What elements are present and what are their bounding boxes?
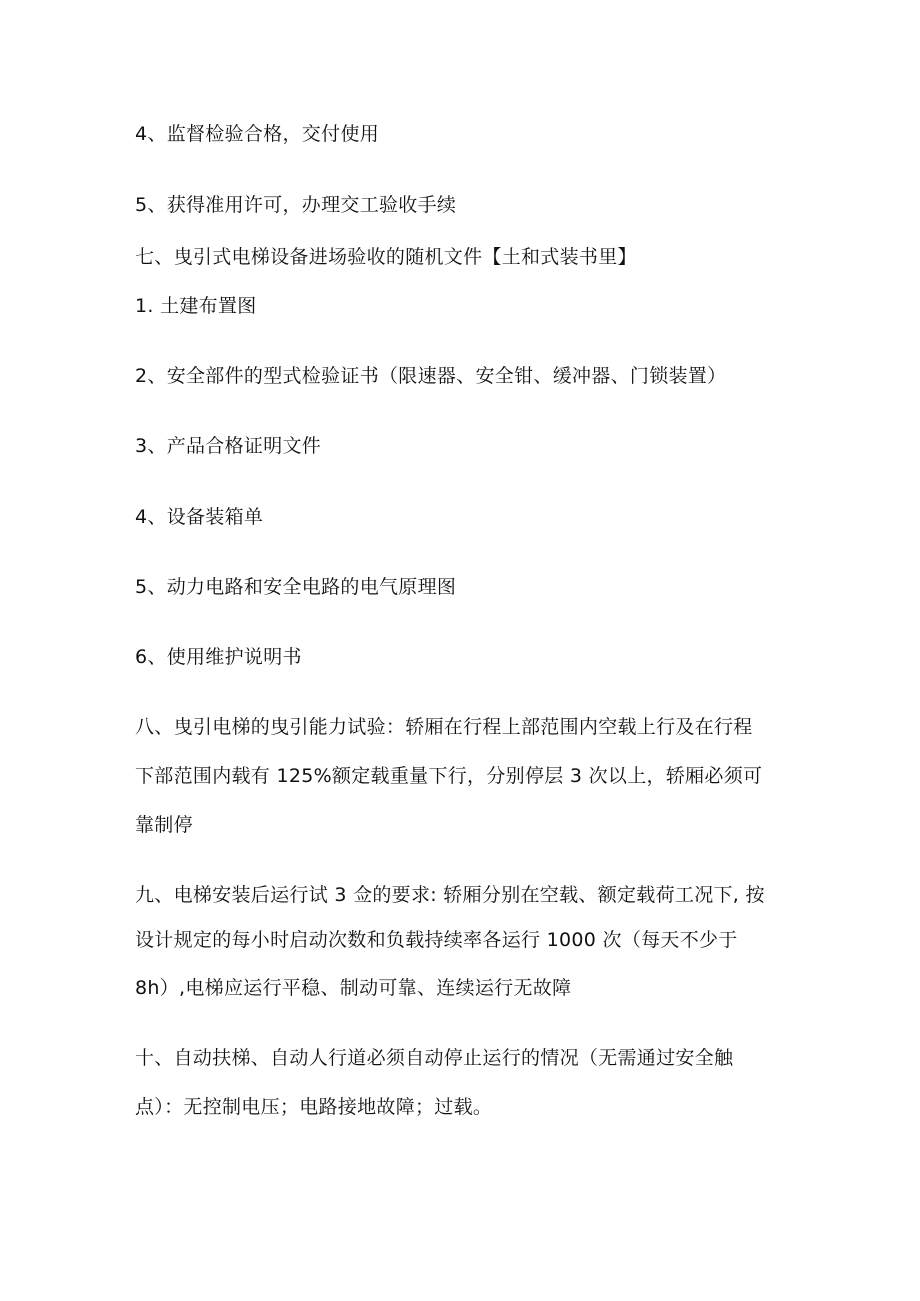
text-line: 4、设备装箱单 (135, 506, 264, 528)
text-line: 点）：无控制电压；电路接地故障；过载。 (135, 1096, 493, 1118)
text-line: 4、监督检验合格，交付使用 (135, 123, 379, 145)
section-heading: 十、自动扶梯、自动人行道必须自动停止运行的情况（无需通过安全触 (135, 1047, 734, 1069)
text-line: 下部范围内载有 125%额定载重量下行，分别停层 3 次以上，轿厢必须可 (135, 765, 763, 787)
text-line: 6、使用维护说明书 (135, 646, 302, 668)
text-line: 靠制停 (135, 814, 193, 836)
text-line: 3、产品合格证明文件 (135, 435, 322, 457)
text-line: 5、获得准用许可，办理交工验收手续 (135, 194, 457, 216)
text-line: 设计规定的每小时启动次数和负载持续率各运行 1000 次（每天不少于 (135, 929, 738, 951)
text-line: 2、安全部件的型式检验证书（限速器、安全钳、缓冲器、门锁装置） (135, 365, 727, 387)
text-line: 5、动力电路和安全电路的电气原理图 (135, 576, 457, 598)
section-heading: 九、电梯安装后运行试 3 佥的要求: 轿厢分别在空载、额定载荷工况下, 按 (135, 884, 765, 906)
section-heading: 八、曳引电梯的曳引能力试验：轿厢在行程上部范围内空载上行及在行程 (135, 716, 753, 738)
text-line: 8h）,电梯应运行平稳、制动可靠、连续运行无故障 (135, 977, 572, 999)
section-heading: 七、曳引式电梯设备进场验收的随机文件【土和式装书里】 (135, 246, 637, 268)
text-line: 1. 土建布置图 (135, 295, 257, 317)
